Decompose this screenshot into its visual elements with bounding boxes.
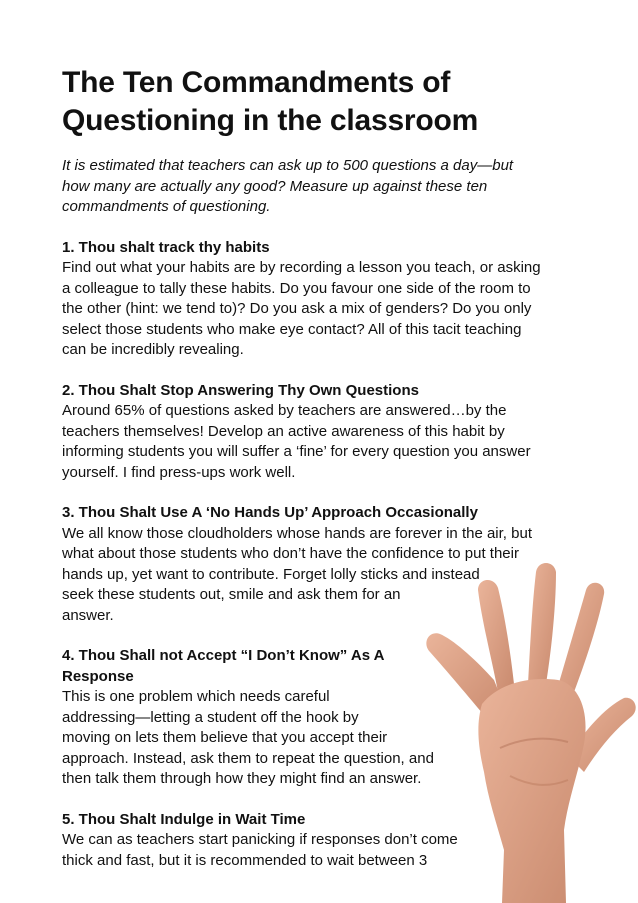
commandment-body [62,687,582,790]
heading-line: 4. Thou Shall not Accept “I Don’t Know” As A [62,647,385,664]
commandment-heading [62,381,582,402]
commandment-body [62,524,582,627]
heading-line: 2. Thou Shalt Stop Answering Thy Own Questions [62,381,419,399]
title-line: Questioning in the classroom [62,104,479,137]
intro-line: commandments of questioning. [62,198,271,215]
body-line: a colleague to tally these habits. Do you favour one side of the room to [62,279,531,297]
commandment-heading [62,646,582,687]
body-line: yourself. I find press-ups work well. [62,463,296,481]
heading-line: 5. Thou Shalt Indulge in Wait Time [62,810,306,828]
body-line: answer. [62,606,114,624]
body-line: moving on lets them believe that you accept their [62,729,388,746]
commandment-3 [62,503,582,626]
commandment-body [62,258,582,361]
heading-line: 3. Thou Shalt Use A ‘No Hands Up’ Approach Occasionally [62,504,478,521]
body-line: We all know those cloudholders whose hands are forever in the air, but [62,524,532,542]
body-line: can be incredibly revealing. [62,341,244,358]
commandment-body [62,401,582,483]
commandment-2 [62,381,582,484]
commandment-heading [62,503,582,524]
body-line: addressing—letting a student off the hook by [62,708,359,726]
body-line: This is one problem which needs careful [62,688,330,705]
body-line: teachers themselves! Develop an active awareness of this habit by [62,422,505,440]
commandment-heading [62,810,582,831]
commandment-heading [62,238,582,259]
title-line: The Ten Commandments of [62,66,451,99]
body-line: hands up, yet want to contribute. Forget lolly sticks and instead [62,565,480,583]
body-line: seek these students out, smile and ask them for an [62,586,401,603]
document-content [62,64,582,891]
body-line: select those students who make eye contact? All of this tacit teaching [62,320,522,338]
commandment-body [62,830,582,871]
body-line: informing students you will suffer a ‘fine’ for every question you answer [62,443,531,460]
page-title [62,64,582,140]
heading-line: 1. Thou shalt track thy habits [62,238,270,256]
commandment-4 [62,646,582,790]
body-line: We can as teachers start panicking if responses don’t come [62,831,458,848]
body-line: approach. Instead, ask them to repeat the question, and [62,749,434,767]
body-line: the other (hint: we tend to)? Do you ask a mix of genders? Do you only [62,300,532,317]
body-line: Find out what your habits are by recording a lesson you teach, or asking [62,259,541,276]
body-line: then talk them through how they might find an answer. [62,770,422,787]
body-line: what about those students who don’t have the confidence to put their [62,545,519,562]
intro-line: how many are actually any good? Measure up against these ten [62,177,488,195]
commandment-5 [62,810,582,872]
intro-line: It is estimated that teachers can ask up to 500 questions a day—but [62,157,514,174]
body-line: thick and fast, but it is recommended to wait between 3 [62,851,428,869]
body-line: Around 65% of questions asked by teachers are answered…by the [62,402,507,419]
heading-line: Response [62,667,134,685]
commandment-1 [62,238,582,361]
intro-paragraph [62,156,582,218]
